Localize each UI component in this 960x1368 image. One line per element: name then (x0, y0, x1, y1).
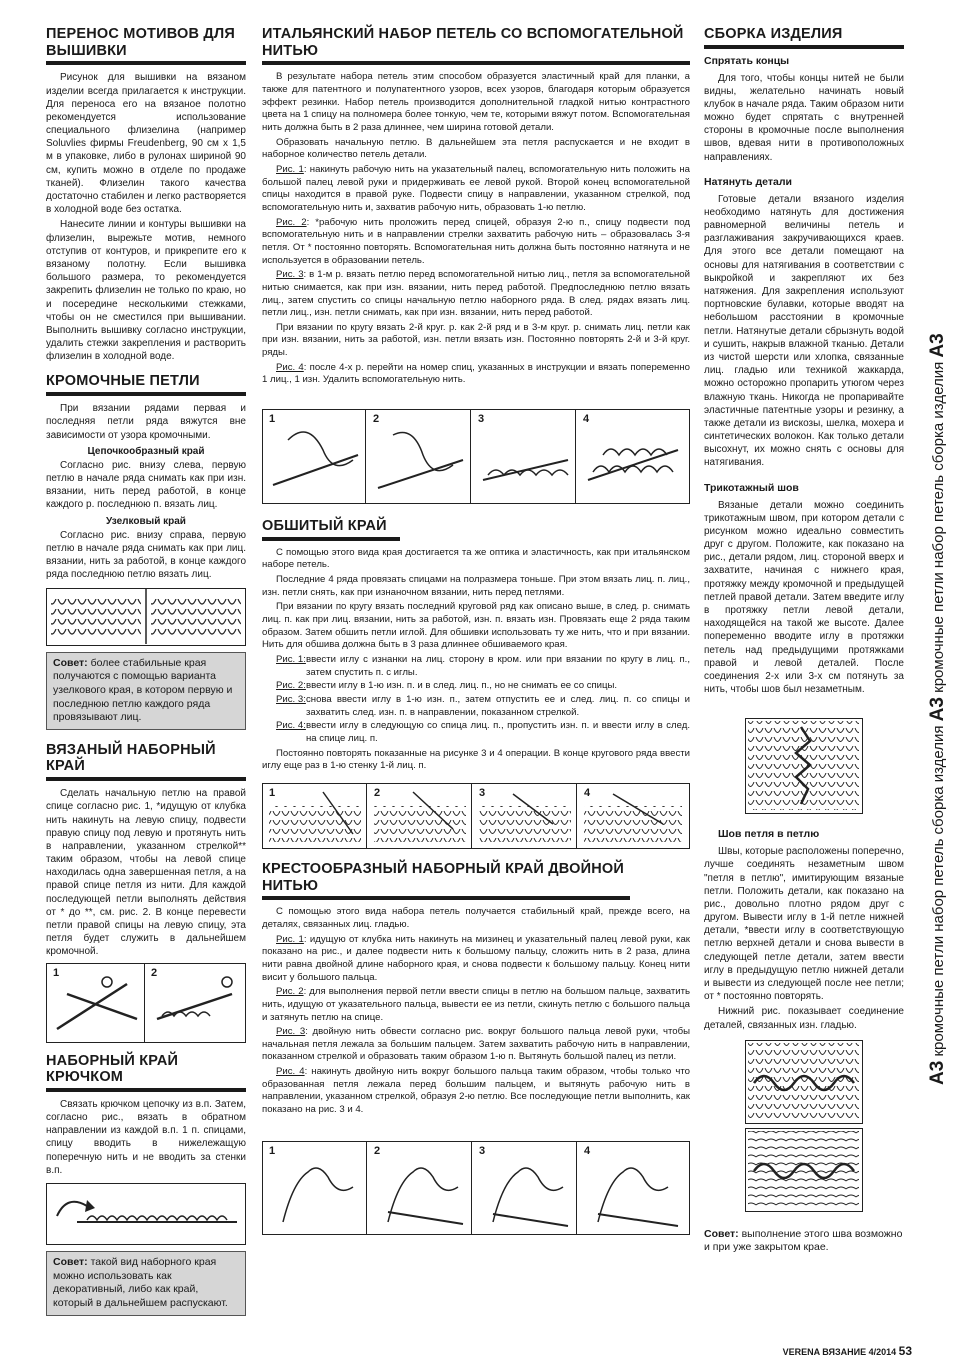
knit-stitches-illustration (47, 589, 244, 644)
paragraph: Рис. 4: накинуть двойную нить вокруг большого пальца таким образом, чтобы только что образованная петля лежала перед большим пальцем, и вытянуть рабочую нить в направлении, указанном стрелкой, образуя 2-ю петлю. Все последующие петли выполнить, как показано на рис. 3 и 4. (262, 1066, 690, 1116)
subheading-hide-ends: Спрятать концы (704, 54, 790, 67)
sidebar-badge: А3 (927, 697, 948, 722)
page-number: 53 (898, 1344, 912, 1358)
crochet-chain-illustration (47, 1184, 244, 1243)
paragraph: При вязании рядами первая и последняя петли ряда вяжутся вне зависимости от узора кромочными. (46, 403, 246, 441)
subheading-knot-edge: Узелковый край (106, 515, 186, 527)
step-item: Рис. 3: снова ввести иглу в 1-ю изн. п., затем отпустить ее и след. лиц. п. со спицы и захватить след. изн. п. в направлении, показанном стрелкой. (276, 693, 690, 718)
seam-stitches-illustration (746, 719, 861, 812)
paragraph: Согласно рис. внизу справа, первую петлю в начале ряда снимать как при лиц. вязании, нить за работой, в конце каждого ряда последнюю петлю вязать лиц. (46, 529, 246, 581)
sidebar-badge: А3 (927, 1060, 948, 1085)
section-title-sewn-edge: ОБШИТЫЙ КРАЙ (262, 518, 400, 541)
cross-cast-on-figure: 1 2 3 4 (262, 1141, 690, 1235)
steps-list (262, 654, 690, 746)
sidebar-label: кромочные петли набор петель сборка изделия (930, 725, 947, 1057)
paragraph: В результате набора петель этим способом образуется эластичный край для планки, а также для патентного и полупатентного узоров, всех узоров, благодаря которым образуется эффект резинки. Набор петель производится дополнительной гладкой нитью контрастного цвета на 1 спицу на полномера более тонкую, чем те, которыми вяжут потом. Вспомогательная нить должна быть в 2 раза длиннее, чем ширина готовой детали. (262, 71, 690, 133)
paragraph: Постоянно повторять показанные на рисунке 3 и 4 операции. В конце кругового ряда ввести иглу еще раз в 1-ю стенку 1-й лиц. п. (262, 747, 690, 772)
paragraph: Рисунок для вышивки на вязаном изделии всегда прилагается к инструкции. Для переноса его на вязаное полотно рекомендуется использование специального флизелина (например Soluvlies фирмы Freudenberg, 90 см х 1,5 м в упаковке, либо в рулонах шириной 90 см, купить можно в отделе по продаже тканей). Флизелин такого качества достаточно стабилен и легко растворяется в холодной воде без остатка. (46, 72, 246, 216)
page-footer (783, 1344, 912, 1360)
step-item: Рис. 2: ввести иглу в 1-ю изн. п. и в след. лиц. п., но не снимать ее со спицы. (276, 680, 618, 692)
paragraph: Рис. 2: *рабочую нить проложить перед спицей, образуя 2-ю п., спицу подвести под вспомогательную нить и в направлении стрелки захватить рабочую нить – образовалась 3-я петля. От * постоянно повторять. Вспомогательная нить должна быть постоянно натянута и не используется в образовании петель. (262, 216, 690, 266)
needles-illustration (47, 964, 244, 1041)
sidebar-label: кромочные петли набор петель сборка изделия (930, 361, 947, 693)
paragraph: С помощью этого вида набора петель получается стабильный край, прежде всего, на деталях, связанных лиц. гладью. (262, 906, 690, 930)
tip-box: Совет: выполнение этого шва возможно и при уже закрытом крае. (704, 1224, 904, 1259)
magazine-name: VERENA ВЯЗАНИЕ 4/2014 (782, 1347, 897, 1357)
italian-cast-on-figure: 1 2 3 4 (262, 409, 690, 504)
subheading-mattress-seam: Трикотажный шов (704, 481, 799, 494)
column-right (704, 22, 904, 1265)
section-title-crochet-cast-on: НАБОРНЫЙ КРАЙ КРЮЧКОМ (46, 1053, 246, 1092)
selvage-figure (46, 588, 246, 646)
section-title-selvage: КРОМОЧНЫЕ ПЕТЛИ (46, 373, 246, 396)
subheading-grafting: Шов петля в петлю (718, 828, 820, 841)
hands-needles-illustration (263, 410, 688, 502)
grafting-figure-bottom (745, 1128, 863, 1212)
tip-box: Совет: более стабильные края получаются с помощью варианта узелкового края, в котором первую и последнюю петлю каждого ряда провязывают лиц. (46, 652, 246, 730)
paragraph: Для того, чтобы концы нитей не были видны, желательно начинать новый клубок в начале ряда. Таким образом нити можно будет спрятать с внутренней стороны в кромочные после выполнения швов, вдевая нити в противоположных направлениях. (704, 72, 904, 163)
paragraph: С помощью этого вида края достигается та же оптика и эластичность, как при итальянском наборе петель. (262, 546, 690, 571)
cast-on-figure: 1 2 (46, 963, 246, 1043)
hand-thread-illustration (263, 1142, 688, 1233)
paragraph: Связать крючком цепочку из в.п. Затем, согласно рис., вязать в обратном направлении из каждой в.п. 1 п. спицами, спицу вводить в нижележащую поперечную нить и не вводить за стенки в.п. (46, 1098, 246, 1176)
paragraph: Нанесите линии и контуры вышивки на флизелин, вырежьте мотив, немного отступив от контуров, и прикрепите его к вязаному полотну. Если вышивка большого размера, то рекомендуется закрепить флизелин не только по краю, но и посередине несколькими стежками, чтобы он не сместился при вышивании. Выполнить вышивку согласно инструкции, удалить стежки закрепления и растворить флизелин в холодной воде. (46, 219, 246, 363)
tip-box: Совет: такой вид наборного края можно использовать как декоративный, либо как край, который в дальнейшем распускают. (46, 1251, 246, 1316)
needle-stitches-illustration (263, 784, 688, 847)
paragraph: Последние 4 ряда провязать спицами на полразмера тоньше. При этом вязать лиц. п. лиц., изн. петли снять, как при изнаночном вязании, нить перед петлями. (262, 574, 690, 598)
step-item: Рис. 1: ввести иглу с изнанки на лиц. сторону в кром. или при вязании по кругу в лиц. п., затем спустить п. с иглы. (276, 654, 690, 678)
sewn-edge-figure: 1 2 3 4 (262, 783, 690, 849)
section-title-cross-cast-on: КРЕСТООБРАЗНЫЙ НАБОРНЫЙ КРАЙ ДВОЙНОЙ НИТЬЮ (262, 861, 630, 900)
column-center (262, 22, 690, 1235)
section-title-italian-cast-on: ИТАЛЬЯНСКИЙ НАБОР ПЕТЕЛЬ СО ВСПОМОГАТЕЛЬНОЙ НИТЬЮ (262, 26, 690, 65)
paragraph: Рис. 3: в 1-м р. вязать петлю перед вспомогательной нитью лиц., петля за вспомогательной нитью снимается, как при изн. вязании, нить перед работой. Предпоследнюю петлю вязать лиц., затем спустить со спицы начальную петлю наборного ряда. В след. рядах вязать лиц. петли лиц., изн. петли снимать, как при изн. вязании, нить перед работой. (262, 269, 690, 319)
paragraph: Рис. 3: двойную нить обвести согласно рис. вокруг большого пальца левой руки, чтобы начальная петля лежала за большим пальцем. Затем захватить рабочую нить в направлении, показанном стрелкой и образовать таким образом 1-ю п. Вытянуть большой палец из петли. (262, 1026, 690, 1063)
subheading-blocking: Натянуть детали (704, 175, 792, 188)
section-title-knitted-cast-on: ВЯЗАНЫЙ НАБОРНЫЙ КРАЙ (46, 742, 246, 781)
paragraph: При вязании по кругу вязать 2-й круг. р. как 2-й ряд и в 3-м круг. р. снимать лиц. петли как при изн. вязании, нить за работой, изн. петли вязать изн. Постоянно повторять 2-й и 3-й круг. ряды. (262, 321, 690, 359)
paragraph: Швы, которые расположены поперечно, лучше соединять незаметным швом "петля в петлю", имитирующим вязаные петли. Положить детали, как показано на рис., довольно плотно рядом друг с другом. Вывести иглу в 1-й петле нижней детали, *ввести иглу в соответствующую петлю верхней детали и снова вывести в следующей петле детали, затем ввести иглу в предыдущую петлю нижней детали и вывести из следующей после нее петли; от * постоянно повторять. (704, 846, 905, 1003)
paragraph: Нижний рис. показывает соединение деталей, связанных изн. гладью. (704, 1006, 904, 1031)
subheading-chain-edge: Цепочкообразный край (87, 445, 205, 457)
column-left (46, 22, 246, 1322)
paragraph: Согласно рис. внизу слева, первую петлю в начале ряда снимать как при изн. вязании, нить перед работой, в конце каждого р. последнюю п. вязать лиц. (46, 459, 246, 511)
paragraph: Рис. 1: накинуть рабочую нить на указательный палец, вспомогательную нить положить на большой палец левой руки и придерживать ее левой рукой. Второй конец вспомогательной спицы находится в правой руке. Подвести спицу в направлении, указанном стрелкой, под вспомогательную нить и, захватив рабочую нить, образовать 1-ю петлю. (262, 163, 690, 213)
paragraph: Образовать начальную петлю. В дальнейшем эта петля распускается и не входит в наборное количество петель детали. (262, 136, 690, 161)
paragraph: Вязаные детали можно соединить трикотажным швом, при котором детали с рисунком можно идеально совместить друг с другом. Положите, как показано на рис., детали рядом, лиц. стороной вверх и захватите, начиная с нижнего края, протяжку между кромочной и предыдущей петлей правой детали. Затем введите иглу в протяжку петли левой детали, находящейся на такой же высоте. Далее попеременно вводите иглу в протяжки петель над предыдущими протяжками правой и левой деталей. После соединения 2-х или 3-х см потянуть за нить, чтобы шов был незаметным. (704, 499, 904, 696)
paragraph: Рис. 2: для выполнения первой петли ввести спицы в петлю на большом пальце, захватить нить, идущую от указательного пальца, вывести ее из петли, скинуть петлю с большого пальца и затянуть петлю на спице. (262, 986, 690, 1023)
purl-graft-illustration (746, 1129, 861, 1210)
section-title-embroidery: ПЕРЕНОС МОТИВОВ ДЛЯ ВЫШИВКИ (46, 26, 246, 65)
crochet-figure (46, 1183, 246, 1245)
sidebar-vertical-text (925, 245, 950, 1085)
paragraph: Рис. 4: после 4-х р. перейти на номер спиц, указанных в инструкции и вязать попеременно 1 лиц., 1 изн. Удалить вспомогательную нить. (262, 361, 690, 386)
sidebar-badge: А3 (927, 333, 948, 358)
step-item: Рис. 4: ввести иглу в следующую со спица лиц. п., пропустить изн. п. и ввести иглу в след. на спице лиц. п. (276, 720, 690, 744)
mattress-seam-figure (745, 718, 863, 814)
paragraph: При вязании по кругу вязать последний круговой ряд как описано выше, в след. р. снимать лиц. п. как при лиц. вязании, нить за работой, изн. п. вязать изн. Провязать еще 2 ряда таким образом. Затем обшить петли иглой. Для обшивки использовать ту же нить, что и при вязании. Нить для обшива должна быть в 3 раза длиннее обшиваемого края. (262, 601, 690, 651)
graft-stitches-illustration (746, 1041, 861, 1122)
paragraph: Готовые детали вязаного изделия необходимо натянуть для достижения равномерной величины петель и разглаживания закручивающихся краев. Для этого все детали помещают на основы для натягивания в соответствии с выкройкой и закрепляют их без натяжения. Для закрепления используют портновские булавки, которые вводят на небольшом расстоянии в кромочные петли. Натянутые детали сбрызнуть водой и сушить, накрыв влажной тканью. Детали из чистой шерсти или хлопка, связанные лиц. гладью или техникой жаккарда, можно осторожно пропарить утюгом через влажную ткань. Никогда не пропаривайте эластичные патентные узоры и резинку, а также детали из вискозы, шелка, мохера и синтетических волокон. Как только детали высохнут, их можно снять с основы для натягивания. (704, 193, 904, 469)
paragraph: Сделать начальную петлю на правой спице согласно рис. 1, *идущую от клубка нить накинуть на левую спицу, подвести правую спицу под левую и протянуть нить в направлении, указанном стрелкой** таким образом, чтобы на левой спице находилась одна завершенная петля, а на правой спице петля из нити. Для каждой последующей петли выполнять действия от * до **, см. рис. 2. В конце перевести петли правой спицы на левую спицу, эта петля будет служить в дальнейшем кромочной. (46, 788, 246, 958)
section-title-assembly: СБОРКА ИЗДЕЛИЯ (704, 26, 904, 49)
paragraph: Рис. 1: идущую от клубка нить накинуть на мизинец и указательный палец левой руки, как показано на рис., и далее подвести нить к большому пальцу, сложить нить в 2 раза, длина нити равна двойной длине наборного края, и снова подвести к большому пальцу. Конец нити висит у большого пальца. (262, 933, 690, 983)
grafting-figure-top (745, 1040, 863, 1124)
